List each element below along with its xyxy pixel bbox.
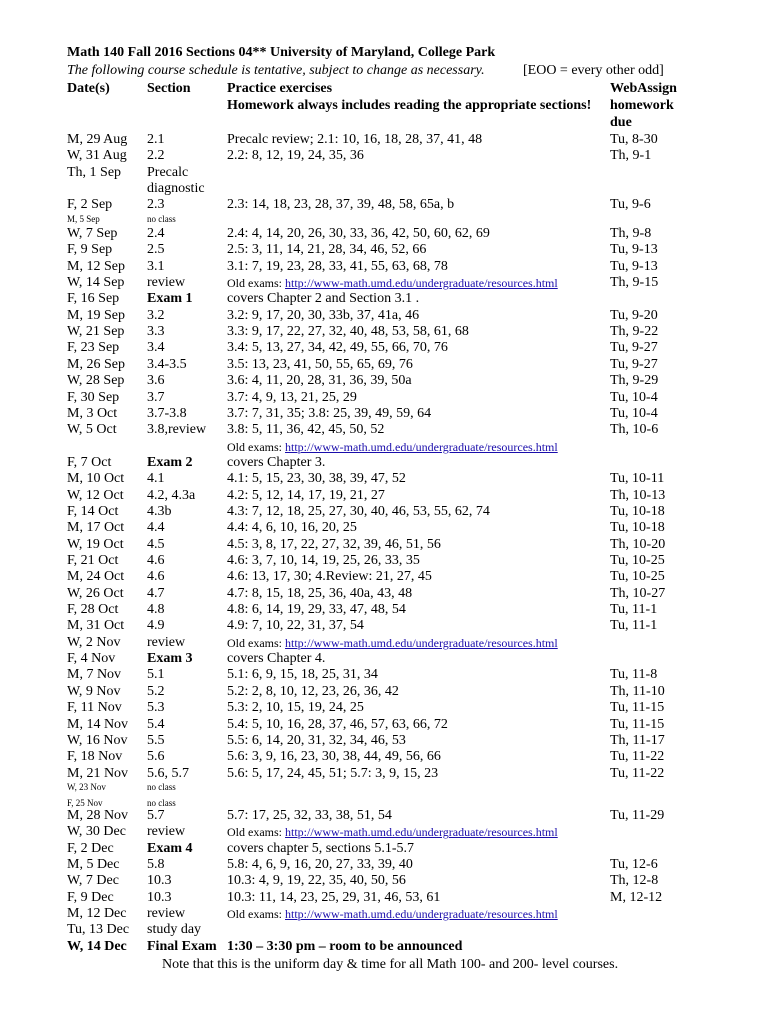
row-section: 5.3 [147, 700, 165, 716]
old-exams-link[interactable]: http://www-math.umd.edu/undergraduate/resources.html [285, 825, 558, 840]
footer-note: Note that this is the uniform day & time for all Math 100- and 200- level courses. [162, 957, 619, 972]
row-date: W, 31 Aug [67, 148, 127, 164]
row-exercises: 5.6: 5, 17, 24, 45, 51; 5.7: 3, 9, 15, 23 [227, 765, 439, 781]
row-section: 4.1 [147, 471, 165, 487]
row-section: 4.7 [147, 585, 165, 601]
row-section: 3.2 [147, 307, 165, 323]
row-section: Exam 4 [147, 840, 193, 856]
row-due: Tu, 10-25 [610, 569, 665, 585]
row-date: M, 12 Sep [67, 258, 125, 274]
row-section: review [147, 906, 186, 922]
row-section: Exam 1 [147, 291, 193, 307]
row-due: Th, 9-8 [610, 226, 652, 241]
row-date: F, 18 Nov [67, 749, 123, 765]
row-exercises: 4.2: 5, 12, 14, 17, 19, 21, 27 [227, 487, 385, 503]
row-section: 5.7 [147, 808, 165, 823]
row-section: Exam 2 [147, 454, 193, 470]
row-date: M, 7 Nov [67, 667, 122, 683]
row-section: 4.2, 4.3a [147, 487, 196, 503]
row-section: 3.4-3.5 [147, 356, 187, 372]
row-date: M, 28 Nov [67, 808, 129, 823]
row-section: 2.5 [147, 242, 165, 258]
row-date: W, 2 Nov [67, 634, 121, 650]
row-due: Tu, 11-8 [610, 667, 658, 683]
row-exercises: 3.8: 5, 11, 36, 42, 45, 50, 52 [227, 422, 385, 438]
row-section: review [147, 824, 186, 840]
row-section: 2.2 [147, 148, 165, 164]
row-section: 4.8 [147, 602, 165, 618]
row-exercises: 10.3: 11, 14, 23, 25, 29, 31, 46, 53, 61 [227, 889, 441, 905]
old-exams-line [227, 908, 558, 920]
header-homework: homework [610, 98, 674, 113]
row-date: Th, 1 Sep [67, 164, 122, 180]
row-section: Precalc [147, 164, 189, 180]
row-date: M, 14 Nov [67, 716, 129, 732]
header-homework-note: Homework always includes reading the appropriate sections! [227, 98, 592, 113]
row-due: Tu, 10-18 [610, 520, 665, 536]
row-section: 10.3 [147, 889, 172, 905]
row-due: Tu, 8-30 [610, 132, 658, 147]
row-due: Th, 9-1 [610, 148, 652, 164]
header-due: due [610, 115, 632, 130]
row-exercises: 5.1: 6, 9, 15, 18, 25, 31, 34 [227, 667, 378, 683]
row-date: W, 12 Oct [67, 487, 124, 503]
row-exercises: covers Chapter 2 and Section 3.1 . [227, 291, 420, 307]
old-exams-label: Old exams: [227, 276, 285, 291]
row-date: M, 31 Oct [67, 618, 125, 634]
row-exercises: 3.4: 5, 13, 27, 34, 42, 49, 55, 66, 70, 76 [227, 340, 448, 356]
row-date: M, 24 Oct [67, 569, 125, 585]
row-exercises: 1:30 – 3:30 pm – room to be announced [227, 938, 463, 954]
page-subtitle: The following course schedule is tentative, subject to change as necessary. [67, 63, 485, 78]
row-exercises: covers chapter 5, sections 5.1-5.7 [227, 840, 414, 856]
row-date: W, 14 Sep [67, 275, 125, 291]
row-date: F, 4 Nov [67, 651, 116, 667]
row-date: F, 28 Oct [67, 602, 119, 618]
row-due: Tu, 9-27 [610, 340, 658, 356]
row-section: 3.6 [147, 373, 165, 389]
row-due: Th, 10-27 [610, 585, 666, 601]
row-date: M, 5 Sep [67, 214, 100, 224]
row-section: 2.3 [147, 197, 165, 213]
row-section: diagnostic [147, 181, 205, 197]
row-date: F, 7 Oct [67, 454, 112, 470]
row-section: 4.5 [147, 536, 165, 552]
row-section: 5.4 [147, 716, 165, 732]
row-exercises: 4.1: 5, 15, 23, 30, 38, 39, 47, 52 [227, 471, 406, 487]
old-exams-line [227, 277, 558, 289]
row-date: W, 14 Dec [67, 938, 127, 954]
row-section: 5.6 [147, 749, 165, 765]
row-date: W, 5 Oct [67, 422, 117, 438]
page-title: Math 140 Fall 2016 Sections 04** University of Maryland, College Park [67, 45, 496, 60]
old-exams-label: Old exams: [227, 439, 285, 454]
old-exams-label: Old exams: [227, 825, 285, 840]
old-exams-line [227, 637, 558, 649]
row-section: no class [147, 782, 176, 792]
row-due: Tu, 10-4 [610, 405, 658, 421]
old-exams-line [227, 441, 558, 453]
row-exercises: 5.7: 17, 25, 32, 33, 38, 51, 54 [227, 808, 392, 823]
row-due: Tu, 10-25 [610, 553, 665, 568]
row-exercises: 10.3: 4, 9, 19, 22, 35, 40, 50, 56 [227, 873, 406, 889]
row-exercises: 4.3: 7, 12, 18, 25, 27, 30, 40, 46, 53, 55, 62, 74 [227, 503, 490, 519]
row-date: W, 9 Nov [67, 683, 121, 699]
row-section: no class [147, 798, 176, 808]
row-due: Tu, 10-18 [610, 503, 665, 519]
row-exercises: 3.7: 7, 31, 35; 3.8: 25, 39, 49, 59, 64 [227, 405, 432, 421]
row-section: 3.8,review [147, 422, 207, 438]
old-exams-label: Old exams: [227, 635, 285, 650]
row-date: Tu, 13 Dec [67, 922, 130, 938]
row-exercises: 5.6: 3, 9, 16, 23, 30, 38, 44, 49, 56, 66 [227, 749, 441, 765]
row-due: Tu, 11-15 [610, 716, 665, 732]
row-exercises: 2.4: 4, 14, 20, 26, 30, 33, 36, 42, 50, 60, 62, 69 [227, 226, 490, 241]
header-practice: Practice exercises [227, 81, 333, 96]
row-date: F, 2 Dec [67, 840, 114, 856]
row-section: 2.4 [147, 226, 165, 241]
row-due: Th, 11-10 [610, 683, 665, 699]
row-due: Tu, 9-6 [610, 197, 651, 213]
row-section: review [147, 634, 186, 650]
row-date: F, 25 Nov [67, 798, 103, 808]
row-section: Exam 3 [147, 651, 193, 667]
row-date: W, 21 Sep [67, 324, 125, 340]
row-exercises: 5.4: 5, 10, 16, 28, 37, 46, 57, 63, 66, 72 [227, 716, 448, 732]
row-section: study day [147, 922, 202, 938]
row-due: Tu, 9-20 [610, 307, 658, 323]
row-due: Th, 11-17 [610, 732, 665, 748]
row-section: 5.8 [147, 857, 165, 873]
row-section: 5.1 [147, 667, 165, 683]
row-section: 4.6 [147, 569, 165, 585]
row-section: no class [147, 214, 176, 224]
old-exams-link[interactable]: http://www-math.umd.edu/undergraduate/resources.html [285, 439, 558, 454]
row-date: F, 21 Oct [67, 553, 119, 568]
row-due: Th, 10-13 [610, 487, 666, 503]
old-exams-label: Old exams: [227, 907, 285, 922]
row-due: Tu, 11-15 [610, 700, 665, 716]
row-section: 3.7 [147, 389, 165, 405]
old-exams-link[interactable]: http://www-math.umd.edu/undergraduate/resources.html [285, 907, 558, 922]
row-date: M, 3 Oct [67, 405, 118, 421]
row-exercises: 2.5: 3, 11, 14, 21, 28, 34, 46, 52, 66 [227, 242, 427, 258]
row-date: F, 14 Oct [67, 503, 119, 519]
row-date: W, 26 Oct [67, 585, 124, 601]
row-date: F, 9 Sep [67, 242, 113, 258]
row-section: 3.7-3.8 [147, 405, 187, 421]
row-due: Tu, 9-13 [610, 242, 658, 258]
row-section: 4.4 [147, 520, 165, 536]
row-due: Tu, 9-27 [610, 356, 658, 372]
row-date: M, 10 Oct [67, 471, 125, 487]
row-due: Th, 10-6 [610, 422, 659, 438]
row-exercises: 4.8: 6, 14, 19, 29, 33, 47, 48, 54 [227, 602, 406, 618]
row-exercises: 4.5: 3, 8, 17, 22, 27, 32, 39, 46, 51, 56 [227, 536, 441, 552]
row-date: W, 7 Dec [67, 873, 119, 889]
row-due: Tu, 12-6 [610, 857, 658, 873]
header-dates: Date(s) [67, 81, 110, 96]
row-due: M, 12-12 [610, 889, 663, 905]
row-section: 4.3b [147, 503, 172, 519]
header-section: Section [147, 81, 191, 96]
row-date: M, 5 Dec [67, 857, 120, 873]
row-date: W, 30 Dec [67, 824, 126, 840]
row-exercises: 3.3: 9, 17, 22, 27, 32, 40, 48, 53, 58, 61, 68 [227, 324, 469, 340]
row-date: F, 16 Sep [67, 291, 120, 307]
row-due: Th, 12-8 [610, 873, 659, 889]
row-due: Th, 9-22 [610, 324, 659, 340]
row-exercises: 2.2: 8, 12, 19, 24, 35, 36 [227, 148, 364, 164]
row-date: M, 29 Aug [67, 132, 128, 147]
row-due: Tu, 11-1 [610, 602, 658, 618]
row-date: M, 26 Sep [67, 356, 125, 372]
row-section: Final Exam [147, 938, 217, 954]
row-date: M, 19 Sep [67, 307, 125, 323]
row-exercises: 5.2: 2, 8, 10, 12, 23, 26, 36, 42 [227, 683, 399, 699]
row-date: F, 9 Dec [67, 889, 114, 905]
row-section: 3.3 [147, 324, 165, 340]
row-due: Tu, 10-4 [610, 389, 658, 405]
row-section: 5.6, 5.7 [147, 765, 189, 781]
old-exams-line [227, 826, 558, 838]
row-due: Th, 10-20 [610, 536, 666, 552]
row-date: M, 12 Dec [67, 906, 127, 922]
row-exercises: covers Chapter 3. [227, 454, 326, 470]
row-section: 3.1 [147, 258, 165, 274]
row-exercises: 5.5: 6, 14, 20, 31, 32, 34, 46, 53 [227, 732, 406, 748]
row-exercises: 4.9: 7, 10, 22, 31, 37, 54 [227, 618, 364, 634]
row-exercises: 5.3: 2, 10, 15, 19, 24, 25 [227, 700, 364, 716]
row-exercises: 3.5: 13, 23, 41, 50, 55, 65, 69, 76 [227, 356, 413, 372]
row-exercises: 3.7: 4, 9, 13, 21, 25, 29 [227, 389, 357, 405]
row-section: 3.4 [147, 340, 165, 356]
row-date: W, 19 Oct [67, 536, 124, 552]
row-due: Tu, 11-1 [610, 618, 658, 634]
row-section: 4.9 [147, 618, 165, 634]
row-exercises: 5.8: 4, 6, 9, 16, 20, 27, 33, 39, 40 [227, 857, 413, 873]
row-exercises: 4.6: 13, 17, 30; 4.Review: 21, 27, 45 [227, 569, 432, 585]
row-date: W, 16 Nov [67, 732, 128, 748]
row-section: 4.6 [147, 553, 165, 568]
header-webassign: WebAssign [610, 81, 677, 96]
row-due: Tu, 11-29 [610, 808, 665, 823]
row-exercises: 2.3: 14, 18, 23, 28, 37, 39, 48, 58, 65a, b [227, 197, 455, 213]
row-exercises: 3.1: 7, 19, 23, 28, 33, 41, 55, 63, 68, 78 [227, 258, 448, 274]
row-exercises: Precalc review; 2.1: 10, 16, 18, 28, 37, 41, 48 [227, 132, 483, 147]
row-due: Th, 9-15 [610, 275, 659, 291]
row-date: F, 11 Nov [67, 700, 122, 716]
row-date: F, 30 Sep [67, 389, 120, 405]
row-exercises: 3.2: 9, 17, 20, 30, 33b, 37, 41a, 46 [227, 307, 420, 323]
row-date: W, 23 Nov [67, 782, 106, 792]
row-date: M, 17 Oct [67, 520, 125, 536]
row-section: review [147, 275, 186, 291]
row-exercises: 4.6: 3, 7, 10, 14, 19, 25, 26, 33, 35 [227, 553, 420, 568]
subtitle-note: [EOO = every other odd] [523, 63, 664, 78]
row-due: Th, 9-29 [610, 373, 659, 389]
row-section: 5.2 [147, 683, 165, 699]
row-section: 2.1 [147, 132, 165, 147]
row-exercises: covers Chapter 4. [227, 651, 326, 667]
row-due: Tu, 10-11 [610, 471, 665, 487]
row-due: Tu, 11-22 [610, 749, 665, 765]
row-section: 10.3 [147, 873, 172, 889]
row-date: F, 23 Sep [67, 340, 120, 356]
old-exams-link[interactable]: http://www-math.umd.edu/undergraduate/resources.html [285, 276, 558, 291]
row-exercises: 4.7: 8, 15, 18, 25, 36, 40a, 43, 48 [227, 585, 413, 601]
row-date: W, 28 Sep [67, 373, 125, 389]
old-exams-link[interactable]: http://www-math.umd.edu/undergraduate/resources.html [285, 635, 558, 650]
row-date: W, 7 Sep [67, 226, 118, 241]
row-exercises: 3.6: 4, 11, 20, 28, 31, 36, 39, 50a [227, 373, 412, 389]
row-exercises: 4.4: 4, 6, 10, 16, 20, 25 [227, 520, 357, 536]
row-date: F, 2 Sep [67, 197, 113, 213]
row-section: 5.5 [147, 732, 165, 748]
row-due: Tu, 9-13 [610, 258, 658, 274]
row-due: Tu, 11-22 [610, 765, 665, 781]
row-date: M, 21 Nov [67, 765, 129, 781]
